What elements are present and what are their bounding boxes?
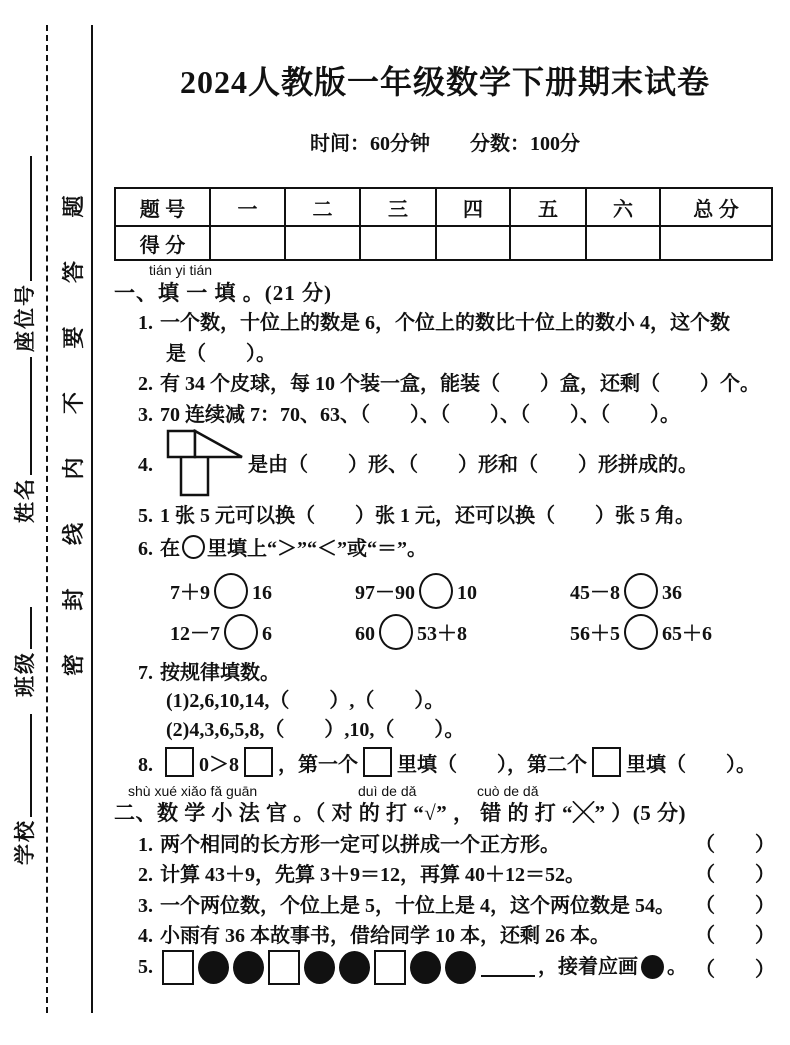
class-field bbox=[9, 607, 39, 697]
name-blank-line bbox=[16, 357, 32, 475]
question-text: 是（ ）。 bbox=[166, 343, 276, 365]
question-number: 1. bbox=[138, 834, 153, 856]
score-empty-cell bbox=[660, 226, 772, 260]
question-number: 7. bbox=[138, 662, 153, 684]
question-text: 里填（ ），第二个 bbox=[397, 754, 587, 776]
section1-title: 一、填 一 填 。(21 分) bbox=[114, 281, 332, 305]
question-4-number bbox=[138, 452, 160, 478]
question-text: 有 34 个皮球，每 10 个装一盒，能装（ ）盒，还剩（ ）个。 bbox=[160, 373, 760, 395]
seal-dashed-line bbox=[46, 25, 48, 1013]
pattern-square bbox=[374, 950, 406, 985]
question-text: 小雨有 36 本故事书，借给同学 10 本，还剩 26 本。 bbox=[160, 925, 610, 947]
question-number: 4. bbox=[138, 454, 153, 476]
sequence-text: (2)4,3,6,5,8,（ ）,10,（ ）。 bbox=[166, 719, 465, 741]
section2-pinyin: duì de dǎ bbox=[358, 783, 417, 799]
seat-number-field bbox=[9, 156, 39, 352]
fill-box-blank bbox=[165, 747, 194, 777]
score-table-cell: 四 bbox=[436, 188, 510, 226]
seal-solid-line bbox=[91, 25, 93, 1013]
shape-pattern bbox=[160, 950, 478, 985]
judge-item-3 bbox=[138, 893, 675, 919]
pattern-dot bbox=[339, 951, 370, 984]
school-blank-line bbox=[16, 714, 32, 817]
shape-triangle bbox=[195, 431, 242, 457]
pattern-dot bbox=[410, 951, 441, 984]
question-text: ，第一个 bbox=[278, 754, 358, 776]
expression-right: 16 bbox=[252, 582, 272, 604]
answer-bracket: （ ） bbox=[695, 959, 775, 981]
question-text: 里填（ ）。 bbox=[626, 754, 756, 776]
expression-right: 6 bbox=[262, 623, 272, 645]
seat-number-label: 座位号 bbox=[13, 283, 37, 352]
expression-left: 12－7 bbox=[170, 623, 220, 645]
compare-item bbox=[355, 614, 467, 650]
question-4 bbox=[248, 452, 698, 478]
question-text: 计算 43＋9，先算 3＋9＝12，再算 40＋12＝52。 bbox=[160, 864, 585, 886]
answer-bracket: （ ） bbox=[695, 834, 775, 856]
answer-bracket: （ ） bbox=[695, 895, 775, 917]
score-empty-cell bbox=[510, 226, 586, 260]
answer-bracket: （ ） bbox=[695, 864, 775, 886]
score-empty-cell bbox=[210, 226, 285, 260]
score-row-label: 得 分 bbox=[115, 226, 210, 260]
question-1 bbox=[138, 310, 730, 336]
composite-shape-figure bbox=[166, 429, 246, 499]
score-table-cell: 一 bbox=[210, 188, 285, 226]
sequence-text: (1)2,6,10,14,（ ）,（ ）。 bbox=[166, 690, 445, 712]
question-text: 是由（ ）形、（ ）形和（ ）形拼成的。 bbox=[248, 454, 698, 476]
fill-box-blank bbox=[244, 747, 273, 777]
compare-circle-blank bbox=[624, 614, 658, 650]
question-text: 一个两位数，个位上是 5，十位上是 4，这个两位数是 54。 bbox=[160, 895, 675, 917]
score-empty-cell bbox=[285, 226, 360, 260]
question-number: 1. bbox=[138, 312, 153, 334]
question-2 bbox=[138, 371, 760, 397]
school-label: 学校 bbox=[13, 819, 37, 865]
judge-item-2 bbox=[138, 862, 585, 888]
score-table-cell: 六 bbox=[586, 188, 660, 226]
compare-circle-blank bbox=[224, 614, 258, 650]
question-number: 6. bbox=[138, 538, 153, 560]
school-field bbox=[9, 714, 39, 865]
fill-box-blank bbox=[363, 747, 392, 777]
expression-left: 7＋9 bbox=[170, 582, 210, 604]
question-7-item-2 bbox=[166, 717, 464, 743]
pattern-dot bbox=[198, 951, 229, 984]
compare-circle-blank bbox=[379, 614, 413, 650]
shape-rectangle bbox=[181, 456, 208, 495]
expression-left: 97－90 bbox=[355, 582, 415, 604]
question-number: 5. bbox=[138, 505, 153, 527]
score-empty-cell bbox=[436, 226, 510, 260]
question-6 bbox=[138, 535, 427, 562]
question-1-line2 bbox=[166, 341, 276, 367]
judge-item-1 bbox=[138, 832, 560, 858]
class-blank-line bbox=[16, 607, 32, 649]
compare-item bbox=[570, 614, 712, 650]
score-table-cell: 五 bbox=[510, 188, 586, 226]
shape-square bbox=[168, 431, 195, 457]
pattern-square bbox=[268, 950, 300, 985]
pattern-dot bbox=[233, 951, 264, 984]
section2-title: 二、数 学 小 法 官 。（ 对 的 打 “√” ， 错 的 打 “╳” ）(5 分) bbox=[114, 801, 687, 825]
question-3 bbox=[138, 402, 680, 428]
answer-bracket: （ ） bbox=[695, 925, 775, 947]
section2-pinyin: shù xué xiǎo fǎ guān bbox=[128, 783, 258, 799]
question-7 bbox=[138, 660, 280, 686]
score-table-cell: 三 bbox=[360, 188, 436, 226]
question-number: 2. bbox=[138, 373, 153, 395]
question-8 bbox=[138, 747, 756, 778]
question-text: 里填上“＞”“＜”或“＝”。 bbox=[207, 538, 427, 560]
expression-right: 36 bbox=[662, 582, 682, 604]
question-7-item-1 bbox=[166, 688, 444, 714]
page-title: 2024人教版一年级数学下册期末试卷 bbox=[179, 64, 710, 100]
score-table-cell: 总 分 bbox=[660, 188, 772, 226]
compare-item bbox=[170, 614, 272, 650]
question-text: 按规律填数。 bbox=[160, 662, 280, 684]
class-label: 班级 bbox=[13, 651, 37, 697]
expression-left: 60 bbox=[355, 623, 375, 645]
pattern-blank-line bbox=[481, 957, 535, 977]
section1-pinyin: tián yi tián bbox=[149, 262, 213, 278]
compare-row-2 bbox=[170, 614, 770, 652]
question-text: ，接着应画 bbox=[538, 956, 638, 978]
score-table-cell: 二 bbox=[285, 188, 360, 226]
question-text: 1 张 5 元可以换（ ）张 1 元，还可以换（ ）张 5 角。 bbox=[160, 505, 695, 527]
question-number: 2. bbox=[138, 864, 153, 886]
question-text: 在 bbox=[160, 538, 180, 560]
seat-number-blank-line bbox=[16, 156, 32, 281]
section2-pinyin: cuò de dǎ bbox=[477, 783, 539, 799]
question-5 bbox=[138, 503, 695, 529]
score-table-header-row bbox=[115, 188, 772, 226]
black-dot-icon bbox=[641, 955, 664, 979]
compare-item bbox=[570, 573, 682, 609]
compare-circle-blank bbox=[624, 573, 658, 609]
question-number: 8. bbox=[138, 754, 153, 776]
score-empty-cell bbox=[586, 226, 660, 260]
judge-item-4 bbox=[138, 923, 610, 949]
pattern-dot bbox=[304, 951, 335, 984]
question-text: 0＞8 bbox=[199, 754, 239, 776]
expression-left: 56＋5 bbox=[570, 623, 620, 645]
compare-circle-blank bbox=[214, 573, 248, 609]
question-text: 两个相同的长方形一定可以拼成一个正方形。 bbox=[160, 834, 560, 856]
fill-box-blank bbox=[592, 747, 621, 777]
name-field bbox=[9, 357, 39, 523]
compare-item bbox=[355, 573, 477, 609]
score-table-score-row bbox=[115, 226, 772, 260]
score-table bbox=[114, 187, 773, 261]
question-text: 。 bbox=[667, 956, 687, 978]
pattern-square bbox=[162, 950, 194, 985]
expression-right: 53＋8 bbox=[417, 623, 467, 645]
question-number: 3. bbox=[138, 895, 153, 917]
seal-line-text: 密 封 线 内 不 要 答 题 bbox=[61, 176, 86, 676]
expression-right: 10 bbox=[457, 582, 477, 604]
score-empty-cell bbox=[360, 226, 436, 260]
question-text: 一个数，十位上的数是 6，个位上的数比十位上的数小 4，这个数 bbox=[160, 312, 730, 334]
question-text: 70 连续减 7：70、63、（ ）、（ ）、（ ）、（ ）。 bbox=[160, 404, 680, 426]
judge-item-5 bbox=[138, 948, 687, 986]
compare-item bbox=[170, 573, 272, 609]
expression-right: 65＋6 bbox=[662, 623, 712, 645]
question-number: 4. bbox=[138, 925, 153, 947]
question-number: 3. bbox=[138, 404, 153, 426]
compare-circle-blank bbox=[419, 573, 453, 609]
pattern-dot bbox=[445, 951, 476, 984]
exam-info: 时间：60分钟 分数：100分 bbox=[310, 133, 580, 155]
name-label: 姓名 bbox=[13, 477, 37, 523]
expression-left: 45－8 bbox=[570, 582, 620, 604]
question-number: 5. bbox=[138, 956, 153, 978]
score-table-cell: 题 号 bbox=[115, 188, 210, 226]
compare-circle-icon bbox=[182, 535, 205, 559]
compare-row-1 bbox=[170, 573, 770, 611]
